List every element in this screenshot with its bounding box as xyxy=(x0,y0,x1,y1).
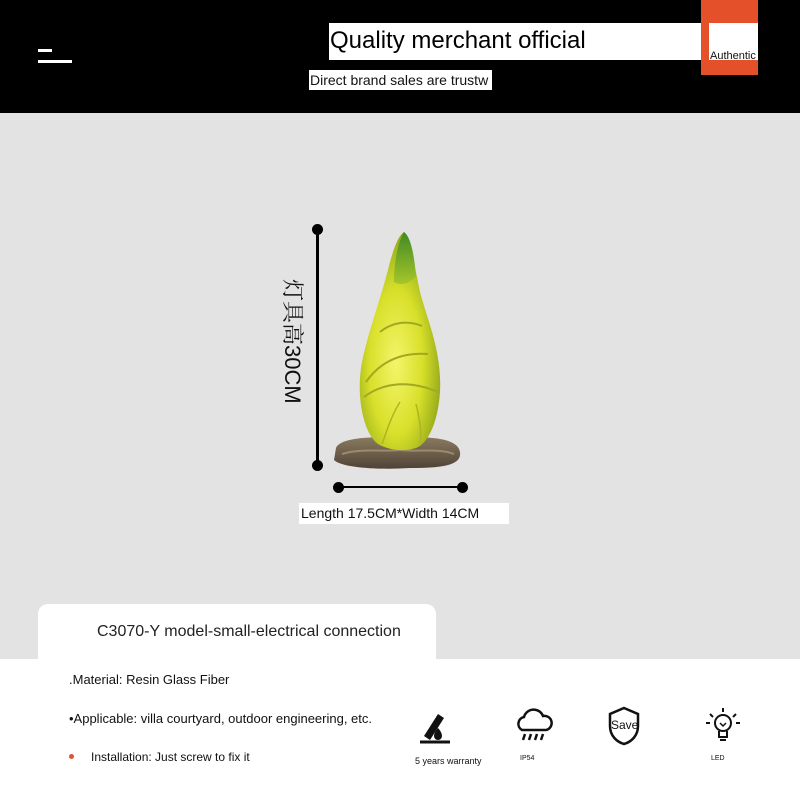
light-bulb-icon xyxy=(704,706,742,748)
dimension-dot xyxy=(312,224,323,235)
size-label: Length 17.5CM*Width 14CM xyxy=(299,503,509,524)
warranty-icon xyxy=(414,706,456,748)
dimension-dot xyxy=(333,482,344,493)
dimension-dot xyxy=(312,460,323,471)
feature-label-warranty: 5 years warranty xyxy=(415,756,482,766)
menu-icon[interactable] xyxy=(38,49,72,65)
spec-applicable: •Applicable: villa courtyard, outdoor engineering, etc. xyxy=(69,711,373,726)
height-label-text: 灯具高30CM xyxy=(280,279,305,404)
bamboo-shoot-lamp-image xyxy=(320,222,470,477)
authentic-badge xyxy=(701,0,758,75)
feature-label-save: Save xyxy=(611,718,639,732)
feature-label-led: LED xyxy=(711,755,725,762)
spec-material: .Material: Resin Glass Fiber xyxy=(69,672,230,687)
badge-label: Authentic xyxy=(710,50,756,62)
page-subtitle: Direct brand sales are trustw xyxy=(309,70,492,90)
model-title: C3070-Y model-small-electrical connection xyxy=(97,623,401,640)
width-dimension-line xyxy=(339,486,462,488)
bullet-dot xyxy=(69,754,74,759)
dimension-dot xyxy=(457,482,468,493)
rain-cloud-icon xyxy=(514,708,554,744)
page-title: Quality merchant official xyxy=(330,27,586,54)
feature-label-ip: IP54 xyxy=(520,755,535,762)
height-label xyxy=(260,279,320,423)
spec-installation: Installation: Just screw to fix it xyxy=(91,750,250,764)
